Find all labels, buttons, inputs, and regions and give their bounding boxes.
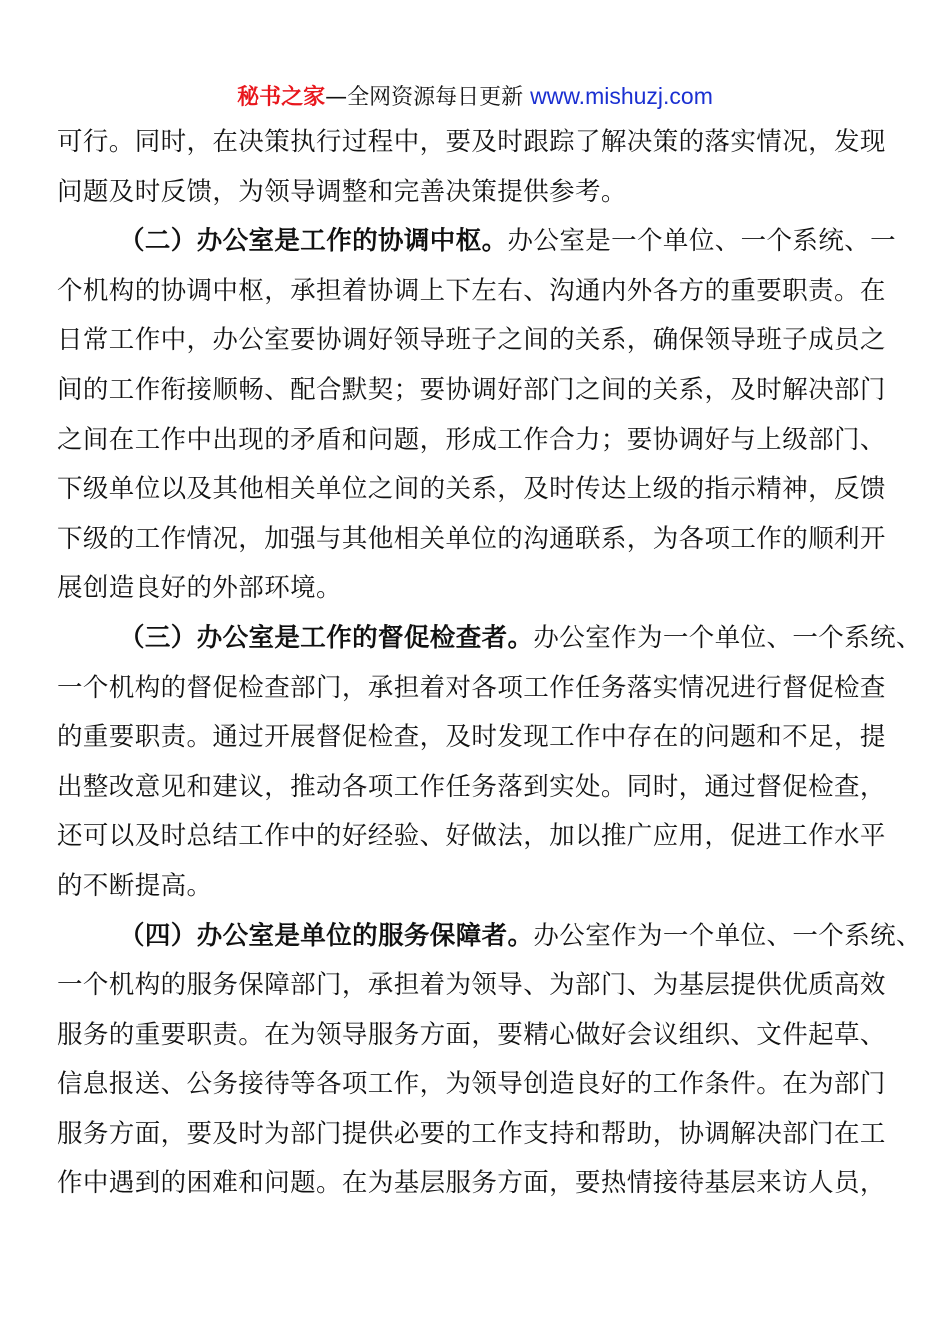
text-line: 的重要职责。通过开展督促检查，及时发现工作中存在的问题和不足，提 <box>57 722 886 753</box>
text-line: 一个机构的服务保障部门，承担着为领导、为部门、为基层提供优质高效 <box>57 970 886 1001</box>
text-line: 作中遇到的困难和问题。在为基层服务方面，要热情接待基层来访人员， <box>57 1168 886 1199</box>
text-line: 下级单位以及其他相关单位之间的关系，及时传达上级的指示精神，反馈 <box>57 474 886 505</box>
document-body <box>57 118 922 1209</box>
section-heading: （四）办公室是单位的服务保障者。 <box>119 920 534 951</box>
section-heading-line: （四）办公室是单位的服务保障者。办公室作为一个单位、一个系统、 <box>119 920 922 951</box>
text-line: 日常工作中，办公室要协调好领导班子之间的关系，确保领导班子成员之 <box>57 325 886 356</box>
text-line: 还可以及时总结工作中的好经验、好做法，加以推广应用，促进工作水平 <box>57 821 886 852</box>
page-header <box>0 78 950 116</box>
text-line: 问题及时反馈，为领导调整和完善决策提供参考。 <box>57 176 627 207</box>
section-heading: （二）办公室是工作的协调中枢。 <box>119 226 508 257</box>
brand-name: 秘书之家 <box>237 85 326 110</box>
text-line: 出整改意见和建议，推动各项工作任务落到实处。同时，通过督促检查， <box>57 771 886 802</box>
header-url-link[interactable]: www.mishuzj.com <box>530 83 713 109</box>
text-line: 下级的工作情况，加强与其他相关单位的沟通联系，为各项工作的顺利开 <box>57 523 886 554</box>
text-line: 间的工作衔接顺畅、配合默契；要协调好部门之间的关系，及时解决部门 <box>57 374 886 405</box>
text-line: 服务方面，要及时为部门提供必要的工作支持和帮助，协调解决部门在工 <box>57 1118 886 1149</box>
text-line: 一个机构的督促检查部门，承担着对各项工作任务落实情况进行督促检查 <box>57 672 886 703</box>
text-line: 之间在工作中出现的矛盾和问题，形成工作合力；要协调好与上级部门、 <box>57 424 886 455</box>
section-heading-line: （二）办公室是工作的协调中枢。办公室是一个单位、一个系统、一 <box>119 226 897 257</box>
text-line: 的不断提高。 <box>57 870 213 901</box>
text-line: 可行。同时，在决策执行过程中，要及时跟踪了解决策的落实情况，发现 <box>57 127 886 157</box>
section-heading: （三）办公室是工作的督促检查者。 <box>119 622 534 653</box>
text-line: 个机构的协调中枢，承担着协调上下左右、沟通内外各方的重要职责。在 <box>57 275 886 306</box>
text-line: 服务的重要职责。在为领导服务方面，要精心做好会议组织、文件起草、 <box>57 1019 886 1050</box>
text-line: 展创造良好的外部环境。 <box>57 573 342 604</box>
text-line: 信息报送、公务接待等各项工作，为领导创造良好的工作条件。在为部门 <box>57 1069 886 1100</box>
header-tagline: —全网资源每日更新 <box>325 85 531 110</box>
section-heading-line: （三）办公室是工作的督促检查者。办公室作为一个单位、一个系统、 <box>119 622 922 653</box>
